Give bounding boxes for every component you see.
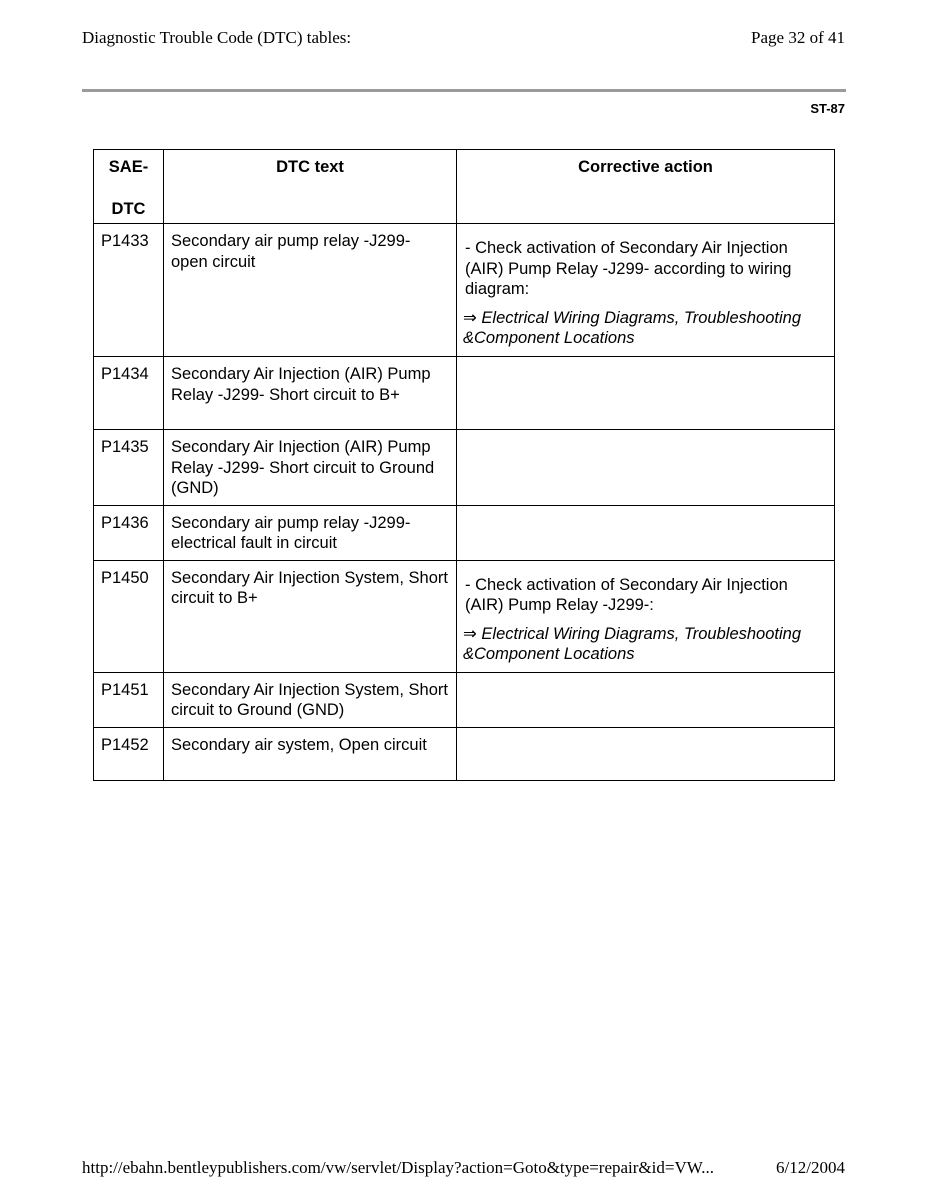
dtc-code: P1435 (94, 430, 164, 506)
arrow-right-icon: ⇒ (463, 624, 477, 643)
dtc-text: Secondary Air Injection System, Short circuit to B+ (164, 560, 457, 672)
page-number: Page 32 of 41 (751, 28, 845, 47)
reference-link-text: Electrical Wiring Diagrams, Troubleshooting &Component Locations (463, 308, 802, 347)
dtc-text: Secondary air system, Open circuit (164, 727, 457, 780)
table-row (94, 224, 835, 357)
column-header-corrective-action: Corrective action (457, 150, 835, 224)
dtc-text: Secondary Air Injection (AIR) Pump Relay -J299- Short circuit to Ground (GND) (164, 430, 457, 506)
dtc-table (93, 149, 835, 781)
corrective-action (457, 357, 835, 430)
corrective-action (457, 224, 835, 357)
dtc-code: P1433 (94, 224, 164, 357)
dtc-code: P1450 (94, 560, 164, 672)
corrective-action (457, 505, 835, 560)
action-instruction: - Check activation of Secondary Air Injection (AIR) Pump Relay -J299- according to wiring diagram: (465, 239, 792, 298)
table-header-row (94, 150, 835, 224)
table-row (94, 672, 835, 727)
column-header-sae-dtc: SAE- DTC (94, 150, 164, 224)
table-row (94, 505, 835, 560)
column-header-dtc-text: DTC text (164, 150, 457, 224)
corrective-action (457, 560, 835, 672)
action-reference (463, 308, 828, 349)
dtc-code: P1452 (94, 727, 164, 780)
dtc-text: Secondary Air Injection System, Short circuit to Ground (GND) (164, 672, 457, 727)
action-reference (463, 624, 828, 665)
dtc-code: P1434 (94, 357, 164, 430)
dtc-text: Secondary air pump relay -J299- open circuit (164, 224, 457, 357)
dtc-code: P1451 (94, 672, 164, 727)
corrective-action (457, 727, 835, 780)
header-divider (82, 89, 846, 92)
corrective-action (457, 672, 835, 727)
corrective-action (457, 430, 835, 506)
section-code: ST-87 (810, 101, 845, 116)
table-row (94, 727, 835, 780)
reference-link-text: Electrical Wiring Diagrams, Troubleshooting &Component Locations (463, 624, 802, 663)
table-row (94, 357, 835, 430)
footer-date: 6/12/2004 (776, 1158, 845, 1177)
table-row (94, 560, 835, 672)
document-title: Diagnostic Trouble Code (DTC) tables: (82, 28, 352, 47)
table-row (94, 430, 835, 506)
dtc-code: P1436 (94, 505, 164, 560)
dtc-text: Secondary air pump relay -J299- electrical fault in circuit (164, 505, 457, 560)
dtc-text: Secondary Air Injection (AIR) Pump Relay -J299- Short circuit to B+ (164, 357, 457, 430)
action-instruction: - Check activation of Secondary Air Injection (AIR) Pump Relay -J299-: (465, 575, 788, 614)
arrow-right-icon: ⇒ (463, 308, 477, 327)
footer-url: http://ebahn.bentleypublishers.com/vw/servlet/Display?action=Goto&type=repair&id=VW... (82, 1158, 714, 1177)
